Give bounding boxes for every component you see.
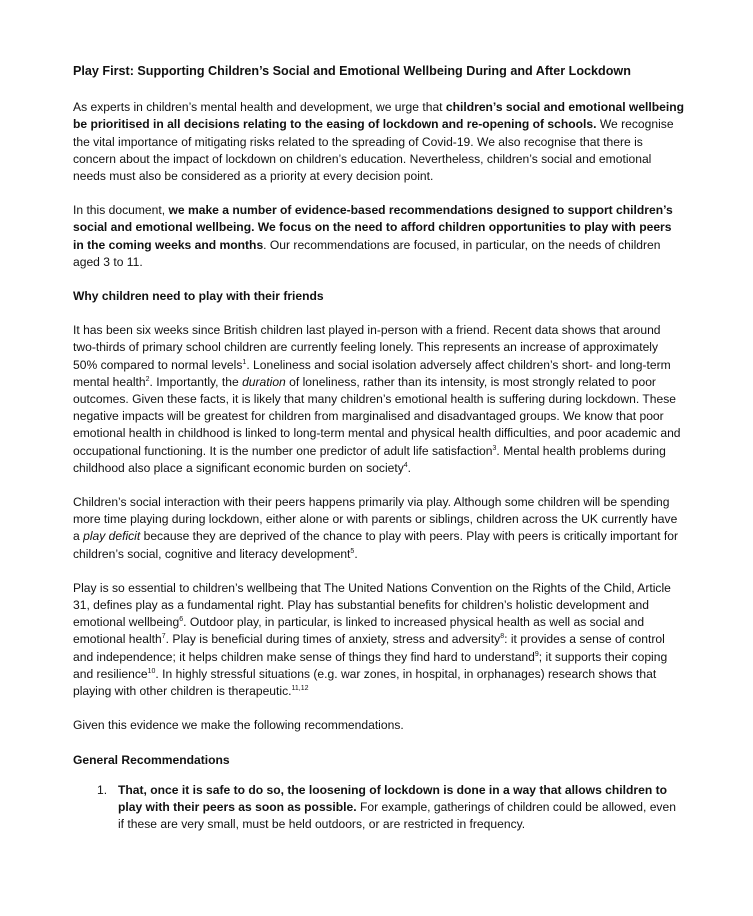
footnote-ref: 3 [492, 444, 497, 452]
emphasis-play-deficit: play deficit [83, 529, 141, 544]
footnote-ref: 7 [161, 633, 166, 641]
intro-paragraph-2: In this document, we make a number of evidence-based recommendations designed to support children’s social and emotional wellbeing. We focus on the need to afford children opportunities to play with peers in the coming weeks and months. Our recommendations are focused, in particular, on the needs of children aged 3 to 11. [73, 203, 673, 269]
intro-emphasis-1: children’s social and emotional wellbeing be prioritised in all decisions relating to the easing of lockdown and re-opening of schools. [73, 100, 685, 132]
section-heading-general-recommendations: General Recommendations [73, 752, 230, 767]
list-item-text: That, once it is safe to do so, the loosening of lockdown is done in a way that allows children to play with their peers as soon as possible. For example, gatherings of children could be allowed, even if these are very small, must be held outdoors, or are restricted in frequency. [118, 782, 676, 832]
recommendation-emphasis: That, once it is safe to do so, the loosening of lockdown is done in a way that allows children to play with their peers as soon as possible. [118, 782, 667, 814]
footnote-ref: 1 [242, 358, 247, 366]
body-paragraph-4: Given this evidence we make the following recommendations. [73, 718, 404, 733]
body-paragraph-3: Play is so essential to children’s wellbeing that The United Nations Convention on the Rights of the Child, Article 31, defines play as a fundamental right. Play has substantial benefits for children’s holistic development and emotional wellbeing$^6$. Outdoor play, in particular, is linked to increased physical health as well as social and emotional health$^7$. Play is beneficial during times of anxiety, stress and adversity$^8$: it provides a sense of control and independence; it helps children make sense of things they find hard to understand$^9$; it supports their coping and resilience$^{10}$. In highly stressful situations (e.g. war zones, in hospital, in orphanages) research shows that playing with other children is therapeutic.$^{11,12}$ [73, 580, 671, 699]
footnote-ref: 10 [147, 667, 156, 675]
recommendation-list-item [73, 782, 685, 834]
section-heading-why-play: Why children need to play with their friends [73, 289, 324, 304]
document-body [73, 63, 685, 833]
emphasis-duration: duration [242, 374, 286, 389]
intro-emphasis-2: we make a number of evidence-based recommendations designed to support children’s social and emotional wellbeing. We focus on the need to afford children opportunities to play with peers in the coming weeks and months [73, 203, 673, 252]
body-paragraph-1: It has been six weeks since British children last played in-person with a friend. Recent data shows that around two-thirds of primary school children are currently feeling lonely. This represents an increase of approximately 50% compared to normal levels$^1$. Loneliness and social isolation adversely affect children’s short- and long-term mental health$^2$. Importantly, the duration of loneliness, rather than its intensity, is most strongly related to poor outcomes. Given these facts, it is likely that many children’s emotional health is suffering during lockdown. These negative impacts will be greatest for children from marginalised and disadvantaged groups. We know that poor emotional health in childhood is linked to long-term mental and physical health difficulties, and poor academic and occupational functioning. It is the number one predictor of adult life satisfaction$^3$. Mental health problems during childhood also place a significant economic burden on society$^4$. [73, 323, 681, 475]
footnote-ref: 6 [179, 616, 184, 624]
document-title: Play First: Supporting Children’s Social and Emotional Wellbeing During and After Lockdown [73, 64, 631, 78]
footnote-ref: 5 [350, 547, 355, 555]
footnote-ref: 11,12 [291, 685, 309, 693]
footnote-ref: 2 [145, 375, 150, 383]
list-item-number: 1. [97, 782, 108, 797]
body-paragraph-2: Children’s social interaction with their peers happens primarily via play. Although some children will be spending more time playing during lockdown, either alone or with parents or siblings, children across the UK currently have a play deficit because they are deprived of the chance to play with peers. Play with peers is critically important for children’s social, cognitive and literacy development$^5$. [73, 495, 678, 561]
footnote-ref: 8 [500, 633, 505, 641]
footnote-ref: 9 [534, 650, 539, 658]
intro-paragraph-1: As experts in children’s mental health and development, we urge that children’s social and emotional wellbeing be prioritised in all decisions relating to the easing of lockdown and re-opening of schools. We recognise the vital importance of mitigating risks related to the spreading of Covid-19. We also recognise that there is concern about the impact of lockdown on children’s education. Nevertheless, children’s social and emotional needs must also be considered as a priority at every decision point. [73, 100, 685, 184]
footnote-ref: 4 [403, 461, 408, 469]
